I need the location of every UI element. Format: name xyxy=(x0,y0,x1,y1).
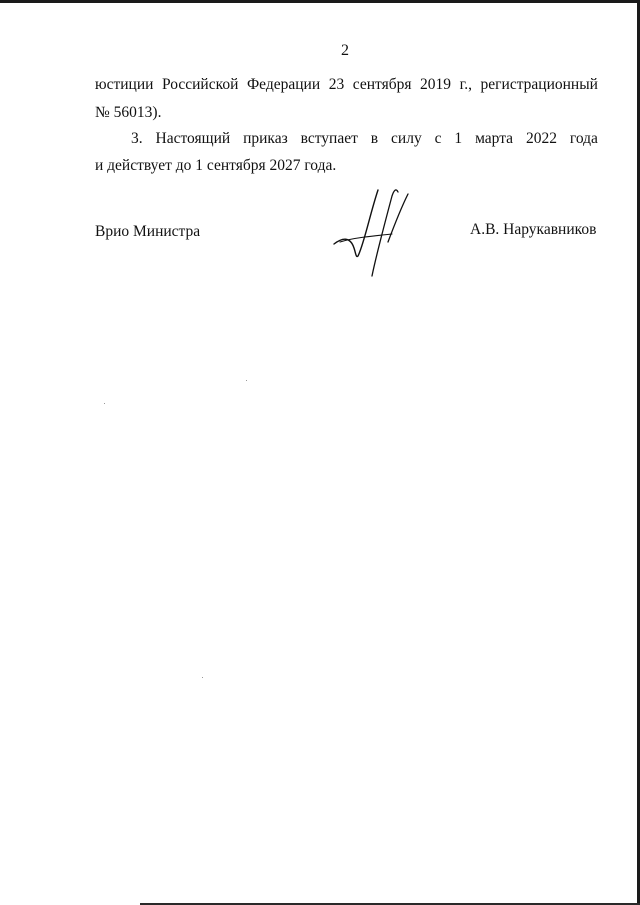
word: вступает xyxy=(300,130,358,147)
word: 23 xyxy=(328,76,345,93)
paragraph-1-line-1 xyxy=(95,76,598,94)
word: 1 xyxy=(454,130,463,147)
word: регистрационный xyxy=(480,76,598,93)
handwritten-signature xyxy=(332,186,412,278)
word: юстиции xyxy=(95,76,154,93)
paragraph-1-line-2: № 56013). xyxy=(95,104,162,121)
word: 3. xyxy=(131,130,143,147)
word: сентября xyxy=(352,76,412,93)
word: года xyxy=(569,130,598,147)
paragraph-2-line-2: и действует до 1 сентября 2027 года. xyxy=(95,157,337,174)
word: Настоящий xyxy=(155,130,231,147)
signatory-title: Врио Министра xyxy=(95,223,201,240)
scan-speck xyxy=(104,403,105,404)
word: силу xyxy=(391,130,422,147)
scan-speck xyxy=(202,677,203,678)
word: 2022 xyxy=(525,130,557,147)
word: 2019 xyxy=(420,76,452,93)
word: Федерации xyxy=(246,76,321,93)
word: с xyxy=(434,130,442,147)
word: приказ xyxy=(243,130,288,147)
paragraph-2-line-1 xyxy=(131,130,598,148)
scan-speck xyxy=(246,380,247,381)
page-number: 2 xyxy=(341,42,349,59)
word: марта xyxy=(475,130,514,147)
word: Российской xyxy=(161,76,239,93)
word: в xyxy=(370,130,379,147)
page-border-top xyxy=(0,0,640,3)
word: г., xyxy=(459,76,472,93)
signatory-name: А.В. Нарукавников xyxy=(470,221,597,238)
